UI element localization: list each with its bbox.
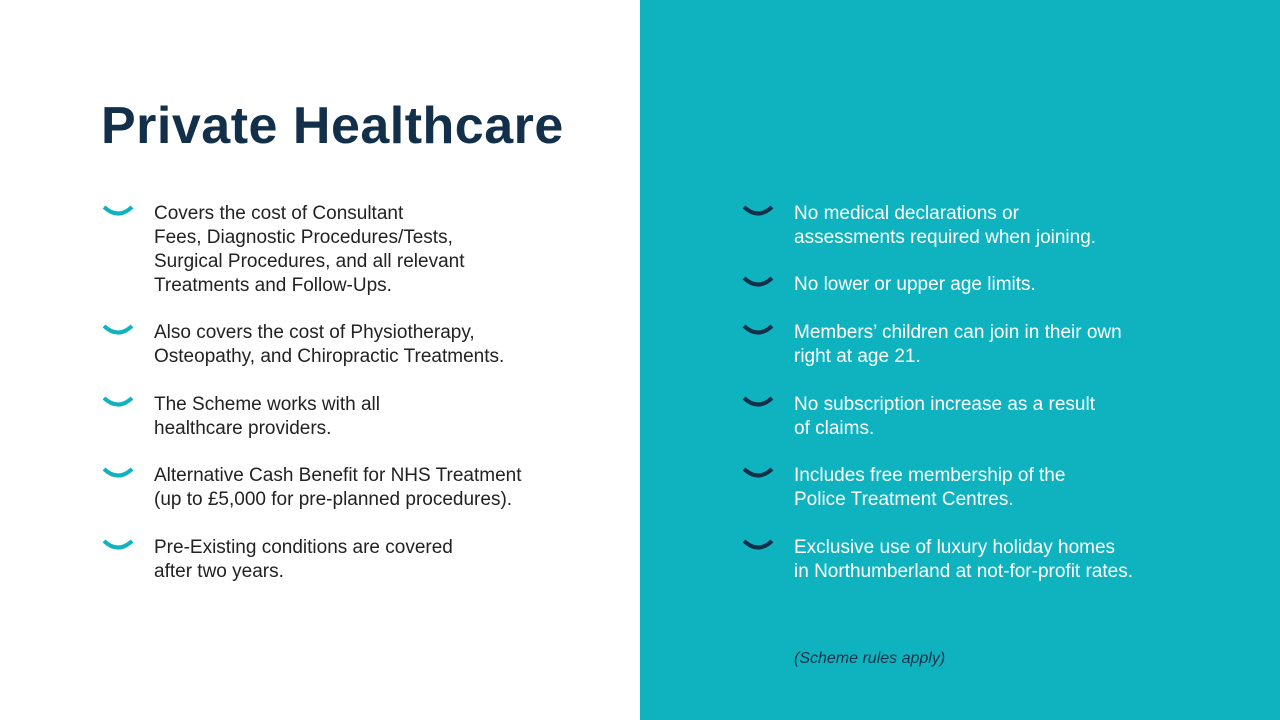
smile-bullet-icon <box>101 538 135 552</box>
benefit-text: Alternative Cash Benefit for NHS Treatment (up to £5,000 for pre-planned procedures). <box>154 465 522 510</box>
benefit-text: No medical declarations or assessments required when joining. <box>794 203 1097 248</box>
benefit-text: Exclusive use of luxury holiday homes in Northumberland at not-for-profit rates. <box>794 537 1133 582</box>
smile-bullet-icon <box>741 204 775 218</box>
smile-bullet-icon <box>741 538 775 552</box>
benefit-text: No subscription increase as a result of claims. <box>794 394 1095 439</box>
smile-bullet-icon <box>101 323 135 337</box>
smile-bullet-icon <box>741 395 775 409</box>
benefit-text: Covers the cost of Consultant Fees, Diagnostic Procedures/Tests, Surgical Procedures, and all relevant Treatments and Follow-Ups. <box>154 203 465 296</box>
benefit-text: The Scheme works with all healthcare providers. <box>154 394 380 439</box>
benefit-text: Pre-Existing conditions are covered after two years. <box>154 537 453 582</box>
smile-bullet-icon <box>741 323 775 337</box>
smile-bullet-icon <box>101 204 135 218</box>
benefit-text: Members’ children can join in their own right at age 21. <box>794 322 1122 367</box>
smile-bullet-icon <box>101 395 135 409</box>
benefit-text: Includes free membership of the Police Treatment Centres. <box>794 465 1066 510</box>
smile-bullet-icon <box>101 466 135 480</box>
benefit-text: No lower or upper age limits. <box>794 274 1036 295</box>
page-title: Private Healthcare <box>101 97 564 155</box>
benefit-text: Also covers the cost of Physiotherapy, Osteopathy, and Chiropractic Treatments. <box>154 322 505 367</box>
smile-bullet-icon <box>741 466 775 480</box>
scheme-rules-note: (Scheme rules apply) <box>794 650 946 667</box>
smile-bullet-icon <box>741 275 775 289</box>
